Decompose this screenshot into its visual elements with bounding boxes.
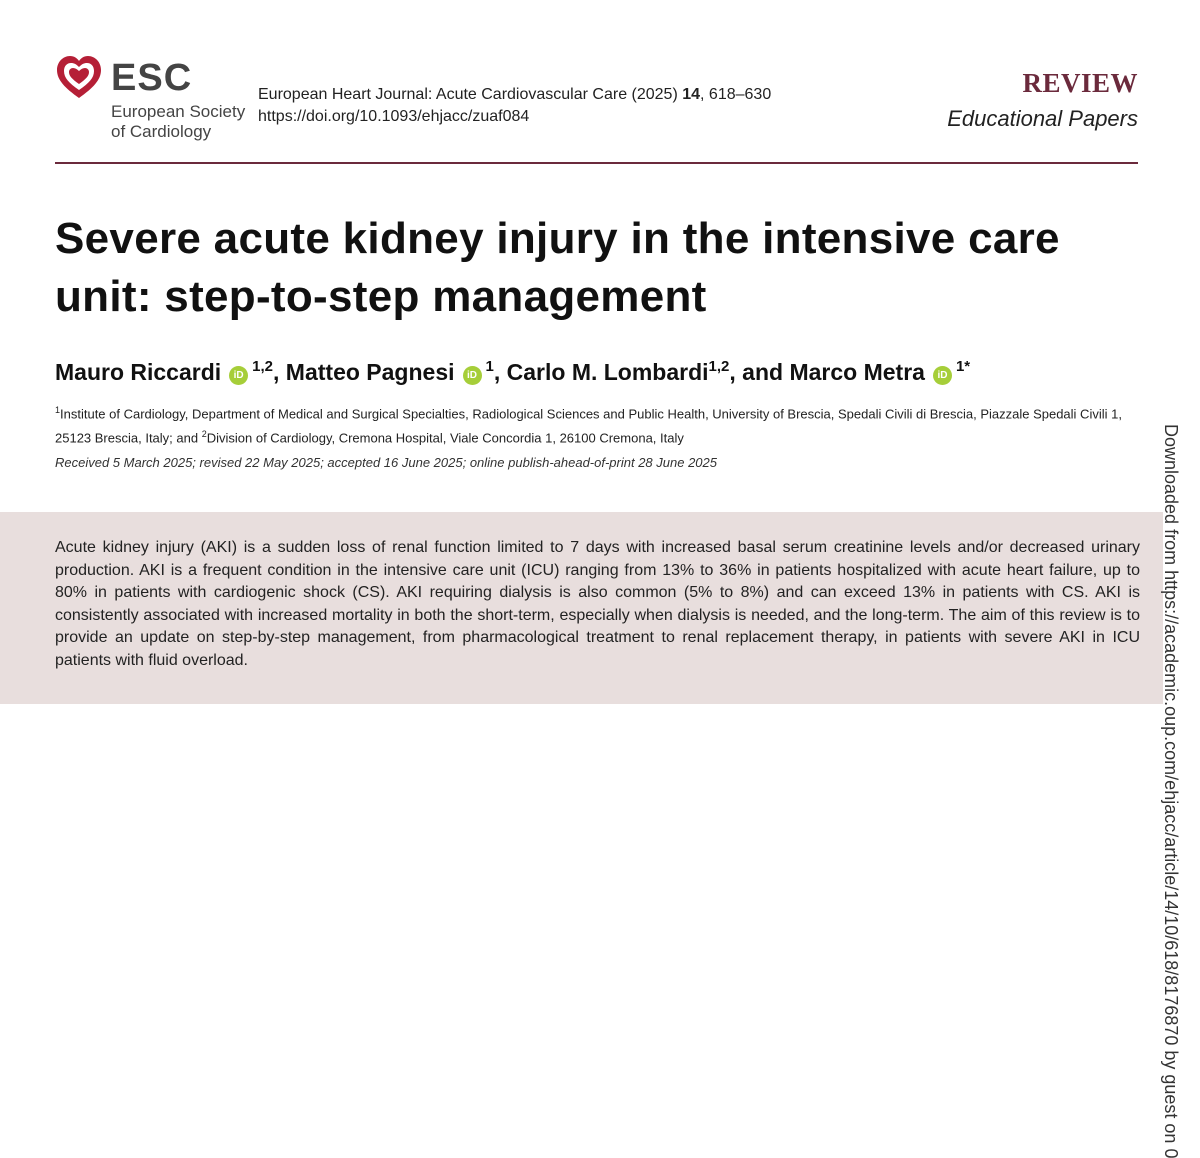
logo-org-line1: European Society — [111, 102, 246, 121]
journal-name: European Heart Journal: Acute Cardiovascular Care (2025) — [258, 86, 683, 103]
publication-dates: Received 5 March 2025; revised 22 May 2025; accepted 16 June 2025; online publish-ahead-of-print 28 June 2025 — [55, 455, 717, 470]
journal-volume: 14 — [682, 86, 701, 103]
affiliation-2: Division of Cardiology, Cremona Hospital, Viale Concordia 1, 26100 Cremona, Italy — [206, 430, 684, 446]
author-separator: , — [493, 359, 507, 385]
journal-pages: , 618–630 — [700, 86, 772, 103]
esc-logo — [55, 54, 255, 146]
logo-organization — [111, 102, 245, 142]
download-watermark: Downloaded from https://academic.oup.com/ehjacc/article/14/10/618/8176870 by guest on 0 — [1161, 424, 1181, 1158]
heart-icon — [55, 54, 103, 102]
author-separator: , — [273, 359, 286, 385]
author-list — [55, 350, 970, 389]
logo-acronym: ESC — [111, 57, 193, 99]
orcid-icon[interactable]: iD — [933, 366, 952, 385]
journal-citation — [258, 84, 771, 106]
affiliations — [55, 400, 1145, 449]
article-type-label: REVIEW — [1022, 68, 1138, 98]
affiliation-1: Institute of Cardiology, Department of Medical and Surgical Specialties, Radiological Sciences and Public Health, University of Brescia, Spedali Civili di Brescia, Piazzale Spedali Civili 1, 25123 Brescia, Italy; and — [55, 406, 1122, 446]
article-title: Severe acute kidney injury in the intensive care unit: step-to-step management — [55, 214, 1060, 321]
author-affiliation-sup: 1,2 — [252, 358, 274, 375]
author-affiliation-sup: 1 — [955, 358, 965, 375]
affiliation-1-number: 1 — [55, 405, 61, 415]
corresponding-author-mark: * — [964, 358, 971, 375]
author-affiliation-sup: 1 — [485, 358, 494, 375]
author-separator: , and — [729, 359, 790, 385]
author-affiliation-sup: 1,2 — [708, 358, 730, 375]
orcid-icon[interactable]: iD — [463, 366, 482, 385]
author-name: Matteo Pagnesi — [285, 359, 455, 385]
orcid-icon[interactable]: iD — [229, 366, 248, 385]
author-name: Mauro Riccardi — [55, 359, 222, 385]
author-name: Carlo M. Lombardi — [506, 359, 709, 385]
doi-link[interactable]: https://doi.org/10.1093/ehjacc/zuaf084 — [258, 108, 530, 125]
affiliation-2-number: 2 — [201, 429, 207, 440]
article-category: Educational Papers — [947, 106, 1138, 131]
author-name: Marco Metra — [789, 359, 925, 385]
header-divider — [55, 162, 1138, 164]
abstract-text: Acute kidney injury (AKI) is a sudden loss of renal function limited to 7 days with increased basal serum creatinine levels and/or decreased urinary production. AKI is a frequent condition in the intensive care unit (ICU) ranging from 13% to 36% in patients hospitalized with acute heart failure, up to 80% in patients with cardiogenic shock (CS). AKI requiring dialysis is also common (5% to 8%) and can exceed 13% in patients with CS. AKI is consistently associated with increased mortality in both the short-term, especially when dialysis is needed, and the long-term. The aim of this review is to provide an update on step-by-step management, from pharmacological treatment to renal replacement therapy, in patients with severe AKI in ICU patients with fluid overload. — [55, 539, 1140, 669]
logo-org-line2: of Cardiology — [111, 122, 212, 141]
